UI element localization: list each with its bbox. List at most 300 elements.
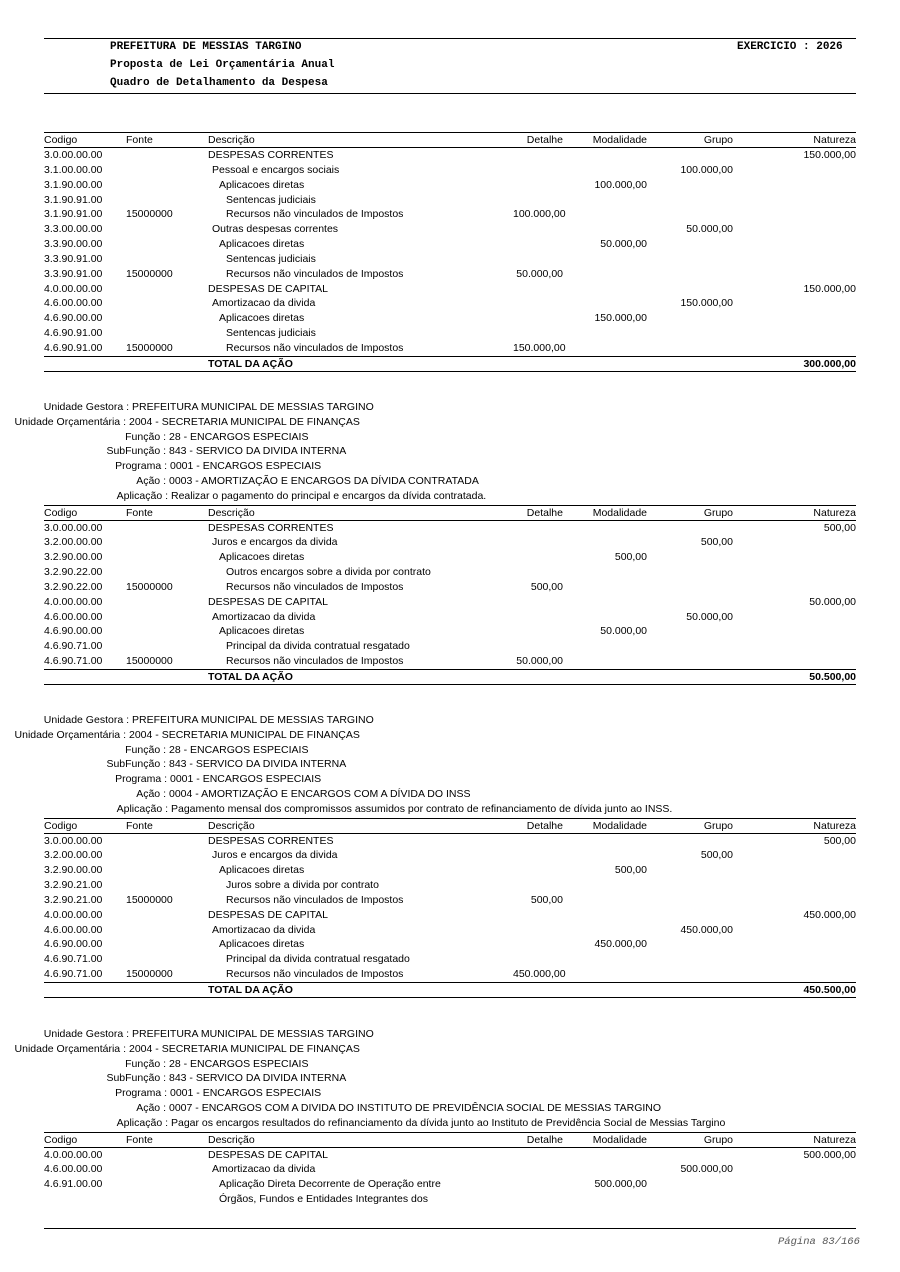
cell-detalhe: 450.000,00 — [513, 968, 566, 981]
col-header-codigo: Codigo — [44, 505, 126, 520]
cell-modalidade: 50.000,00 — [600, 625, 647, 638]
cell-modalidade: 450.000,00 — [594, 938, 647, 951]
cell-descricao: Sentencas judiciais — [226, 327, 316, 340]
cell-codigo: 3.2.00.00.00 — [44, 849, 103, 862]
total-cell — [126, 983, 208, 998]
table-row — [44, 848, 856, 863]
col-header-fonte: Fonte — [126, 505, 208, 520]
table-row — [44, 610, 856, 625]
cell-detalhe — [513, 326, 563, 341]
table-row — [44, 565, 856, 580]
cell-grupo — [663, 267, 761, 282]
cell-natureza — [761, 222, 856, 237]
cell-grupo — [663, 311, 761, 326]
meta-value: 0004 - AMORTIZAÇÃO E ENCARGOS COM A DÍVIDA DO INSS — [169, 787, 471, 800]
cell-descricao: Principal da divida contratual resgatado — [226, 640, 410, 653]
total-cell — [663, 670, 761, 685]
cell-natureza — [761, 267, 856, 282]
cell-detalhe — [513, 296, 563, 311]
cell-codigo: 3.0.00.00.00 — [44, 149, 103, 161]
cell-codigo: 3.1.00.00.00 — [44, 163, 103, 176]
cell-natureza: 500,00 — [823, 834, 856, 847]
table-row — [44, 952, 856, 967]
detail-table — [44, 505, 856, 685]
cell-descricao: Recursos não vinculados de Impostos — [226, 208, 404, 221]
cell-detalhe — [513, 252, 563, 267]
meta-label: Função : — [125, 430, 166, 443]
meta-acao — [44, 475, 856, 490]
cell-natureza — [761, 863, 856, 878]
cell-codigo: 3.2.90.00.00 — [44, 864, 103, 877]
cell-detalhe — [513, 237, 563, 252]
cell-fonte — [126, 923, 208, 938]
cell-grupo — [663, 967, 761, 982]
cell-descricao: Amortizacao da divida — [212, 297, 316, 310]
cell-descricao: Recursos não vinculados de Impostos — [226, 341, 404, 354]
header-exercicio: EXERCICIO : 2026 — [737, 41, 843, 53]
cell-fonte — [126, 296, 208, 311]
cell-descricao: Amortizacao da divida — [212, 610, 316, 623]
cell-codigo: 3.1.90.91.00 — [44, 193, 103, 206]
cell-grupo: 500,00 — [700, 849, 733, 862]
meta-acao — [44, 1102, 856, 1117]
cell-fonte — [126, 1162, 208, 1177]
cell-grupo — [663, 878, 761, 893]
meta-value: Realizar o pagamento do principal e encargos da dívida contratada. — [171, 489, 487, 502]
cell-grupo — [663, 937, 761, 952]
cell-modalidade — [563, 326, 663, 341]
cell-grupo: 100.000,00 — [680, 163, 733, 176]
cell-codigo: 3.2.90.21.00 — [44, 879, 103, 892]
cell-grupo — [663, 624, 761, 639]
meta-unidade-gestora — [44, 714, 856, 729]
col-header-grupo: Grupo — [663, 133, 761, 148]
table-row — [44, 207, 856, 222]
cell-fonte: 15000000 — [126, 968, 173, 981]
cell-descricao: Aplicacoes diretas — [219, 312, 305, 325]
total-cell — [44, 670, 126, 685]
cell-detalhe — [513, 163, 563, 178]
cell-modalidade: 500,00 — [614, 551, 647, 564]
cell-modalidade — [563, 1162, 663, 1177]
col-header-codigo: Codigo — [44, 818, 126, 833]
col-header-grupo: Grupo — [663, 505, 761, 520]
cell-modalidade — [563, 1192, 663, 1207]
meta-subfuncao — [44, 445, 856, 460]
cell-natureza — [761, 550, 856, 565]
cell-fonte — [126, 222, 208, 237]
cell-modalidade — [563, 878, 663, 893]
section-1 — [44, 132, 856, 372]
cell-descricao: Amortizacao da divida — [212, 1163, 316, 1176]
cell-codigo: 4.6.00.00.00 — [44, 923, 103, 936]
cell-modalidade — [563, 282, 663, 297]
meta-value: 0001 - ENCARGOS ESPECIAIS — [170, 1087, 322, 1100]
cell-grupo — [663, 654, 761, 669]
cell-detalhe — [513, 565, 563, 580]
cell-modalidade — [563, 535, 663, 550]
meta-value: PREFEITURA MUNICIPAL DE MESSIAS TARGINO — [132, 401, 374, 413]
table-row — [44, 193, 856, 208]
cell-descricao: DESPESAS DE CAPITAL — [208, 1148, 329, 1161]
cell-natureza — [761, 252, 856, 267]
cell-grupo — [663, 952, 761, 967]
meta-value: Pagamento mensal dos compromissos assumidos por contrato de refinanciamento de dívida junto ao INSS. — [171, 802, 673, 815]
cell-natureza — [761, 341, 856, 356]
cell-natureza — [761, 178, 856, 193]
table-row — [44, 341, 856, 356]
cell-natureza: 150.000,00 — [803, 149, 856, 161]
cell-fonte — [126, 595, 208, 610]
cell-fonte — [126, 520, 208, 535]
cell-codigo: 3.0.00.00.00 — [44, 521, 103, 534]
cell-descricao: Juros sobre a divida por contrato — [226, 879, 379, 892]
cell-detalhe — [513, 311, 563, 326]
section-3 — [14, 714, 856, 998]
cell-grupo: 50.000,00 — [686, 223, 733, 236]
meta-label: SubFunção : — [106, 758, 166, 771]
col-header-detalhe: Detalhe — [513, 818, 563, 833]
meta-value: 2004 - SECRETARIA MUNICIPAL DE FINANÇAS — [129, 415, 360, 428]
cell-descricao: Recursos não vinculados de Impostos — [226, 655, 404, 668]
cell-modalidade — [563, 639, 663, 654]
cell-grupo — [663, 1147, 761, 1162]
cell-fonte — [126, 863, 208, 878]
cell-modalidade — [563, 595, 663, 610]
cell-detalhe — [513, 193, 563, 208]
cell-grupo: 500,00 — [700, 536, 733, 549]
total-cell — [126, 670, 208, 685]
cell-descricao: DESPESAS CORRENTES — [208, 149, 334, 161]
cell-modalidade: 100.000,00 — [594, 178, 647, 191]
table-header-row — [44, 1132, 856, 1147]
table-header-row — [44, 133, 856, 148]
total-cell — [513, 670, 563, 685]
total-label: TOTAL DA AÇÃO — [208, 983, 513, 998]
meta-value: 28 - ENCARGOS ESPECIAIS — [169, 1057, 309, 1070]
meta-value: 843 - SERVICO DA DIVIDA INTERNA — [169, 758, 347, 771]
meta-subfuncao — [44, 1072, 856, 1087]
total-cell — [563, 670, 663, 685]
cell-grupo — [663, 580, 761, 595]
table-header-row — [44, 818, 856, 833]
meta-unidade-orcamentaria — [14, 415, 856, 431]
table-row — [44, 937, 856, 952]
cell-descricao: Sentencas judiciais — [226, 193, 316, 206]
cell-natureza — [761, 967, 856, 982]
cell-codigo: 3.2.90.21.00 — [44, 893, 103, 906]
meta-value: 0001 - ENCARGOS ESPECIAIS — [170, 773, 322, 786]
cell-modalidade: 50.000,00 — [600, 238, 647, 251]
col-header-modalidade: Modalidade — [563, 133, 663, 148]
meta-value: 28 - ENCARGOS ESPECIAIS — [169, 743, 309, 756]
cell-natureza — [761, 1162, 856, 1177]
cell-detalhe — [513, 610, 563, 625]
cell-fonte — [126, 639, 208, 654]
table-row — [44, 639, 856, 654]
total-label: TOTAL DA AÇÃO — [208, 670, 513, 685]
meta-value: 2004 - SECRETARIA MUNICIPAL DE FINANÇAS — [129, 728, 360, 741]
cell-natureza — [761, 952, 856, 967]
meta-label: Programa : — [115, 773, 167, 786]
total-row — [44, 983, 856, 998]
cell-fonte — [126, 178, 208, 193]
cell-fonte — [126, 193, 208, 208]
meta-label: Ação : — [136, 1101, 166, 1114]
cell-modalidade: 150.000,00 — [594, 312, 647, 325]
cell-codigo: 4.0.00.00.00 — [44, 1148, 103, 1161]
cell-descricao: Aplicacoes diretas — [219, 938, 305, 951]
cell-codigo: 4.6.91.00.00 — [44, 1178, 103, 1191]
cell-grupo: 150.000,00 — [680, 297, 733, 310]
cell-natureza — [761, 193, 856, 208]
table-row — [44, 326, 856, 341]
cell-codigo: 3.0.00.00.00 — [44, 834, 103, 847]
footer-rule — [44, 1228, 856, 1229]
cell-grupo: 50.000,00 — [686, 610, 733, 623]
cell-modalidade — [563, 163, 663, 178]
cell-modalidade — [563, 252, 663, 267]
table-row — [44, 267, 856, 282]
cell-grupo — [663, 550, 761, 565]
meta-value: Pagar os encargos resultados do refinanciamento da dívida junto ao Instituto de Previdência Social de Messias Targino — [171, 1116, 726, 1129]
meta-label: Programa : — [115, 460, 167, 473]
action-metadata — [14, 1028, 856, 1132]
header-bottom-rule — [44, 93, 856, 94]
cell-codigo: 4.0.00.00.00 — [44, 595, 103, 608]
action-metadata — [14, 714, 856, 818]
meta-aplicacao — [44, 490, 856, 505]
cell-fonte — [126, 311, 208, 326]
table-row — [44, 967, 856, 982]
cell-modalidade — [563, 222, 663, 237]
meta-programa — [44, 773, 856, 788]
cell-natureza — [761, 1177, 856, 1192]
total-value: 50.500,00 — [761, 670, 856, 685]
cell-descricao: Aplicacoes diretas — [219, 625, 305, 638]
table-row — [44, 654, 856, 669]
meta-label: Função : — [125, 743, 166, 756]
meta-unidade-orcamentaria — [14, 728, 856, 744]
cell-fonte — [126, 326, 208, 341]
cell-codigo: 3.3.90.91.00 — [44, 252, 103, 265]
cell-descricao: Pessoal e encargos sociais — [212, 163, 340, 176]
total-value: 300.000,00 — [761, 356, 856, 371]
table-row — [44, 1192, 856, 1207]
total-cell — [126, 356, 208, 371]
cell-detalhe — [513, 1192, 563, 1207]
cell-detalhe — [513, 178, 563, 193]
cell-detalhe — [513, 624, 563, 639]
cell-codigo: 4.6.90.00.00 — [44, 625, 103, 638]
cell-fonte: 15000000 — [126, 580, 173, 593]
cell-fonte — [126, 148, 208, 163]
cell-grupo — [663, 595, 761, 610]
cell-detalhe: 50.000,00 — [516, 655, 563, 668]
meta-acao — [44, 788, 856, 803]
cell-natureza — [761, 878, 856, 893]
col-header-fonte: Fonte — [126, 818, 208, 833]
cell-fonte — [126, 908, 208, 923]
cell-detalhe — [513, 1147, 563, 1162]
cell-detalhe — [513, 282, 563, 297]
meta-value: 843 - SERVICO DA DIVIDA INTERNA — [169, 445, 347, 458]
meta-label: Unidade Gestora : — [43, 401, 129, 413]
cell-natureza — [761, 893, 856, 908]
cell-fonte — [126, 624, 208, 639]
cell-fonte — [126, 535, 208, 550]
cell-natureza — [761, 580, 856, 595]
cell-modalidade — [563, 833, 663, 848]
cell-modalidade — [563, 893, 663, 908]
cell-codigo: 3.2.90.22.00 — [44, 580, 103, 593]
cell-modalidade — [563, 908, 663, 923]
meta-value: PREFEITURA MUNICIPAL DE MESSIAS TARGINO — [132, 714, 374, 726]
cell-codigo: 3.1.90.91.00 — [44, 208, 103, 221]
cell-modalidade — [563, 967, 663, 982]
col-header-grupo: Grupo — [663, 1132, 761, 1147]
cell-fonte — [126, 282, 208, 297]
cell-descricao: Aplicacoes diretas — [219, 178, 305, 191]
cell-modalidade — [563, 923, 663, 938]
col-header-descricao: Descrição — [208, 818, 513, 833]
cell-grupo — [663, 193, 761, 208]
cell-modalidade — [563, 565, 663, 580]
cell-natureza — [761, 1192, 856, 1207]
cell-descricao: Recursos não vinculados de Impostos — [226, 580, 404, 593]
cell-grupo — [663, 341, 761, 356]
cell-natureza — [761, 311, 856, 326]
cell-natureza — [761, 639, 856, 654]
cell-detalhe — [513, 937, 563, 952]
cell-fonte: 15000000 — [126, 655, 173, 668]
table-row — [44, 1147, 856, 1162]
cell-grupo — [663, 178, 761, 193]
detail-table — [44, 132, 856, 372]
meta-unidade-orcamentaria — [14, 1042, 856, 1058]
cell-codigo: 4.6.90.71.00 — [44, 640, 103, 653]
table-row — [44, 923, 856, 938]
cell-grupo — [663, 893, 761, 908]
table-row — [44, 550, 856, 565]
total-cell — [44, 356, 126, 371]
cell-fonte — [126, 1177, 208, 1192]
cell-descricao: Juros e encargos da divida — [212, 536, 338, 549]
cell-detalhe — [513, 1177, 563, 1192]
table-row — [44, 908, 856, 923]
action-metadata — [14, 401, 856, 505]
table-row — [44, 148, 856, 163]
cell-fonte — [126, 1147, 208, 1162]
col-header-natureza: Natureza — [761, 1132, 856, 1147]
cell-natureza — [761, 326, 856, 341]
meta-aplicacao — [44, 803, 856, 818]
header-entity: PREFEITURA DE MESSIAS TARGINO — [110, 41, 302, 53]
table-row — [44, 624, 856, 639]
cell-detalhe — [513, 595, 563, 610]
cell-natureza: 450.000,00 — [803, 908, 856, 921]
cell-fonte — [126, 565, 208, 580]
cell-natureza — [761, 624, 856, 639]
total-cell — [44, 983, 126, 998]
cell-detalhe: 100.000,00 — [513, 208, 566, 221]
table-row — [44, 878, 856, 893]
cell-detalhe — [513, 550, 563, 565]
cell-detalhe — [513, 833, 563, 848]
cell-modalidade — [563, 952, 663, 967]
col-header-modalidade: Modalidade — [563, 1132, 663, 1147]
cell-detalhe: 500,00 — [530, 580, 563, 593]
cell-grupo — [663, 326, 761, 341]
cell-detalhe: 50.000,00 — [516, 267, 563, 280]
col-header-natureza: Natureza — [761, 133, 856, 148]
table-row — [44, 311, 856, 326]
meta-label: Função : — [125, 1057, 166, 1070]
cell-fonte — [126, 937, 208, 952]
cell-modalidade — [563, 207, 663, 222]
cell-modalidade: 500,00 — [614, 864, 647, 877]
cell-codigo: 3.3.90.91.00 — [44, 267, 103, 280]
cell-codigo: 4.6.90.91.00 — [44, 327, 103, 340]
cell-grupo — [663, 207, 761, 222]
total-cell — [663, 983, 761, 998]
cell-grupo — [663, 639, 761, 654]
cell-grupo — [663, 863, 761, 878]
cell-descricao: DESPESAS DE CAPITAL — [208, 282, 329, 295]
col-header-fonte: Fonte — [126, 133, 208, 148]
cell-descricao: Outras despesas correntes — [212, 223, 339, 236]
cell-fonte — [126, 848, 208, 863]
col-header-natureza: Natureza — [761, 505, 856, 520]
total-cell — [513, 983, 563, 998]
cell-detalhe — [513, 639, 563, 654]
header-subtitle: Proposta de Lei Orçamentária Anual — [110, 59, 335, 71]
cell-descricao: Juros e encargos da divida — [212, 849, 338, 862]
cell-modalidade — [563, 1147, 663, 1162]
cell-fonte — [126, 952, 208, 967]
cell-detalhe — [513, 1162, 563, 1177]
cell-codigo: 4.0.00.00.00 — [44, 908, 103, 921]
cell-codigo: 3.1.90.00.00 — [44, 178, 103, 191]
cell-modalidade — [563, 848, 663, 863]
cell-fonte — [126, 163, 208, 178]
meta-value: 0007 - ENCARGOS COM A DIVIDA DO INSTITUTO DE PREVIDÊNCIA SOCIAL DE MESSIAS TARGINO — [169, 1101, 662, 1114]
meta-unidade-gestora — [44, 1028, 856, 1043]
meta-label: Ação : — [136, 474, 166, 487]
cell-detalhe — [513, 863, 563, 878]
cell-fonte: 15000000 — [126, 893, 173, 906]
cell-descricao: Órgãos, Fundos e Entidades Integrantes dos — [219, 1193, 428, 1206]
cell-natureza — [761, 535, 856, 550]
total-cell — [563, 983, 663, 998]
cell-descricao: Recursos não vinculados de Impostos — [226, 968, 404, 981]
meta-label: Unidade Orçamentária : — [14, 415, 126, 428]
cell-descricao: Outros encargos sobre a divida por contrato — [226, 566, 431, 579]
cell-fonte — [126, 878, 208, 893]
cell-modalidade — [563, 267, 663, 282]
cell-codigo: 4.6.90.91.00 — [44, 341, 103, 354]
meta-label: Aplicação : — [116, 802, 168, 815]
cell-modalidade — [563, 296, 663, 311]
col-header-detalhe: Detalhe — [513, 505, 563, 520]
cell-grupo: 500.000,00 — [680, 1163, 733, 1176]
cell-grupo — [663, 1177, 761, 1192]
meta-value: 28 - ENCARGOS ESPECIAIS — [169, 430, 309, 443]
cell-codigo: 4.6.00.00.00 — [44, 610, 103, 623]
cell-fonte: 15000000 — [126, 208, 173, 221]
cell-detalhe — [513, 535, 563, 550]
cell-codigo: 4.6.90.00.00 — [44, 938, 103, 951]
